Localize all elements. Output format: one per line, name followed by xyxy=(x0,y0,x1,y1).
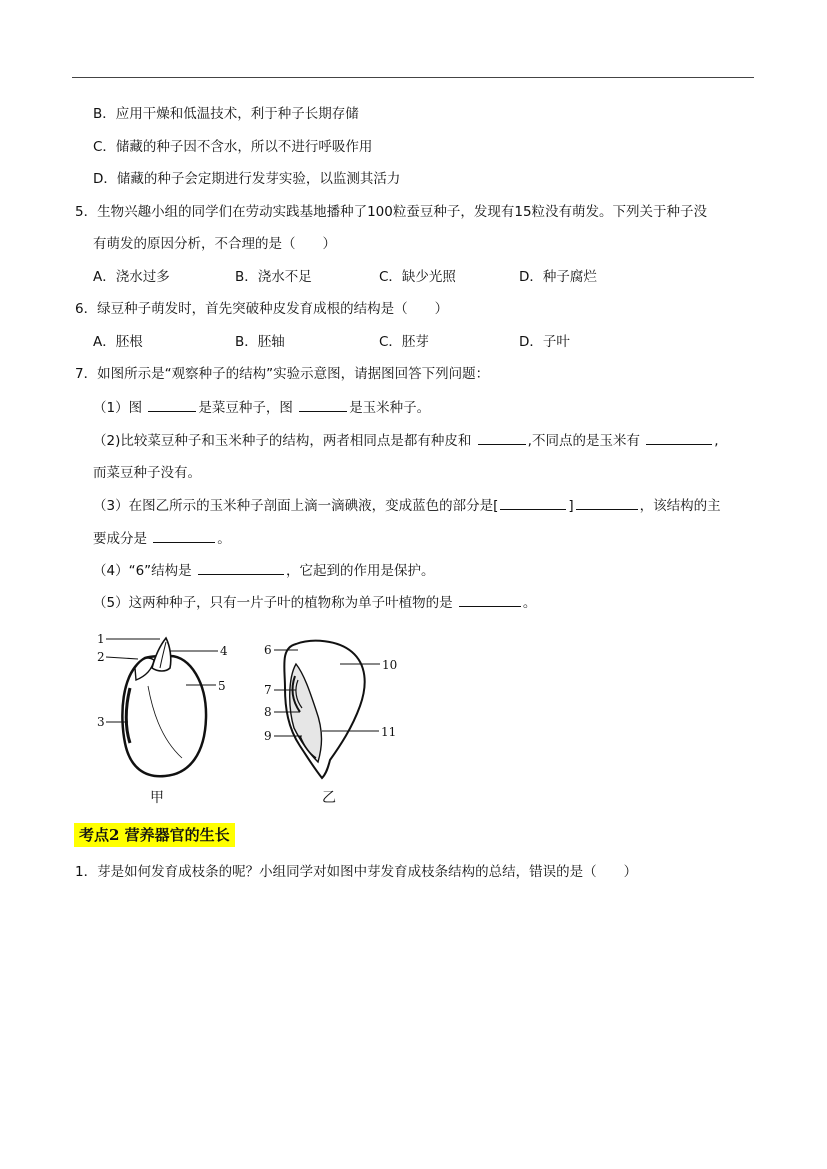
answer-blank[interactable] xyxy=(500,496,566,510)
section2-q1-stem: 1．芽是如何发育成枝条的呢？小组同学对如图中芽发育成枝条结构的总结，错误的是（ ） xyxy=(75,864,638,880)
section-heading: 考点2 营养器官的生长 xyxy=(74,823,235,847)
caption-jia: 甲 xyxy=(150,790,164,806)
seed-structure-figure xyxy=(90,628,420,810)
header-rule xyxy=(72,77,754,78)
q7-intro: 7．如图所示是“观察种子的结构”实验示意图，请据图回答下列问题： xyxy=(75,366,490,382)
q5-option-a: A．浇水过多 xyxy=(93,269,170,285)
answer-blank[interactable] xyxy=(459,593,521,607)
q4-option-b: B．应用干燥和低温技术，利于种子长期存储 xyxy=(93,106,359,122)
label-3: 3 xyxy=(97,715,105,729)
label-9: 9 xyxy=(264,729,272,743)
answer-blank[interactable] xyxy=(478,431,526,445)
q4-option-d: D．储藏的种子会定期进行发芽实验，以监测其活力 xyxy=(93,171,401,187)
q7-sub4-text-a: （4）“6”结构是 xyxy=(93,563,192,579)
q5-stem-line1: 5．生物兴趣小组的同学们在劳动实践基地播种了100粒蚕豆种子，发现有15粒没有萌发。下列关于种子没 xyxy=(75,204,708,220)
answer-blank[interactable] xyxy=(646,431,712,445)
label-10: 10 xyxy=(382,658,398,672)
q5-option-b: B．浇水不足 xyxy=(235,269,312,285)
q7-sub4-text-b: ，它起到的作用是保护。 xyxy=(285,563,435,579)
q7-sub5-text-a: （5）这两种种子，只有一片子叶的植物称为单子叶植物的是 xyxy=(93,595,453,611)
q7-sub3-line2-text-a: 要成分是 xyxy=(93,531,147,547)
q6-stem: 6．绿豆种子萌发时，首先突破种皮发育成根的结构是（ ） xyxy=(75,301,449,317)
answer-blank[interactable] xyxy=(153,529,215,543)
q6-option-c: C．胚芽 xyxy=(379,334,429,350)
q7-sub2-text-c: , xyxy=(714,433,719,449)
label-7: 7 xyxy=(264,683,272,697)
label-1: 1 xyxy=(97,632,105,646)
q4-option-c: C．储藏的种子因不含水，所以不进行呼吸作用 xyxy=(93,139,373,155)
q7-sub5-text-b: 。 xyxy=(522,595,537,611)
q6-option-b: B．胚轴 xyxy=(235,334,285,350)
q7-sub3-text-a: （3）在图乙所示的玉米种子剖面上滴一滴碘液，变成蓝色的部分是[ xyxy=(93,498,499,514)
q5-stem-line2: 有萌发的原因分析，不合理的是（ ） xyxy=(93,236,336,252)
label-6: 6 xyxy=(264,643,272,657)
q7-sub2 xyxy=(93,431,719,450)
q7-sub5 xyxy=(93,593,536,612)
answer-blank[interactable] xyxy=(148,398,196,412)
q7-sub3-text-c: ，该结构的主 xyxy=(639,498,721,514)
label-11: 11 xyxy=(381,725,397,739)
q7-sub3 xyxy=(93,496,721,515)
label-5: 5 xyxy=(218,679,226,693)
q7-sub3-text-b: ] xyxy=(568,498,574,514)
bean-plumule xyxy=(152,638,171,671)
q7-sub1-text-a: （1）图 xyxy=(93,400,143,416)
label-8: 8 xyxy=(264,705,272,719)
corn-seed-diagram xyxy=(284,641,364,778)
q6-option-d: D．子叶 xyxy=(519,334,570,350)
q7-sub1 xyxy=(93,398,430,417)
q7-sub4 xyxy=(93,561,434,580)
q7-sub2-line2: 而菜豆种子没有。 xyxy=(93,465,201,481)
q7-sub3-line2 xyxy=(93,529,231,548)
q7-sub2-text-a: （2)比较菜豆种子和玉米种子的结构，两者相同点是都有种皮和 xyxy=(93,433,472,449)
answer-blank[interactable] xyxy=(198,561,284,575)
q6-option-a: A．胚根 xyxy=(93,334,143,350)
q7-sub3-line2-text-b: 。 xyxy=(217,531,231,547)
q5-option-d: D．种子腐烂 xyxy=(519,269,597,285)
answer-blank[interactable] xyxy=(576,496,638,510)
label-4: 4 xyxy=(220,644,228,658)
q7-sub2-text-b: ,不同点的是玉米有 xyxy=(527,433,640,449)
label-2: 2 xyxy=(97,650,105,664)
q7-sub1-text-b: 是菜豆种子，图 xyxy=(198,400,293,416)
answer-blank[interactable] xyxy=(299,398,347,412)
q7-sub1-text-c: 是玉米种子。 xyxy=(349,400,431,416)
q5-option-c: C．缺少光照 xyxy=(379,269,456,285)
caption-yi: 乙 xyxy=(322,790,336,806)
